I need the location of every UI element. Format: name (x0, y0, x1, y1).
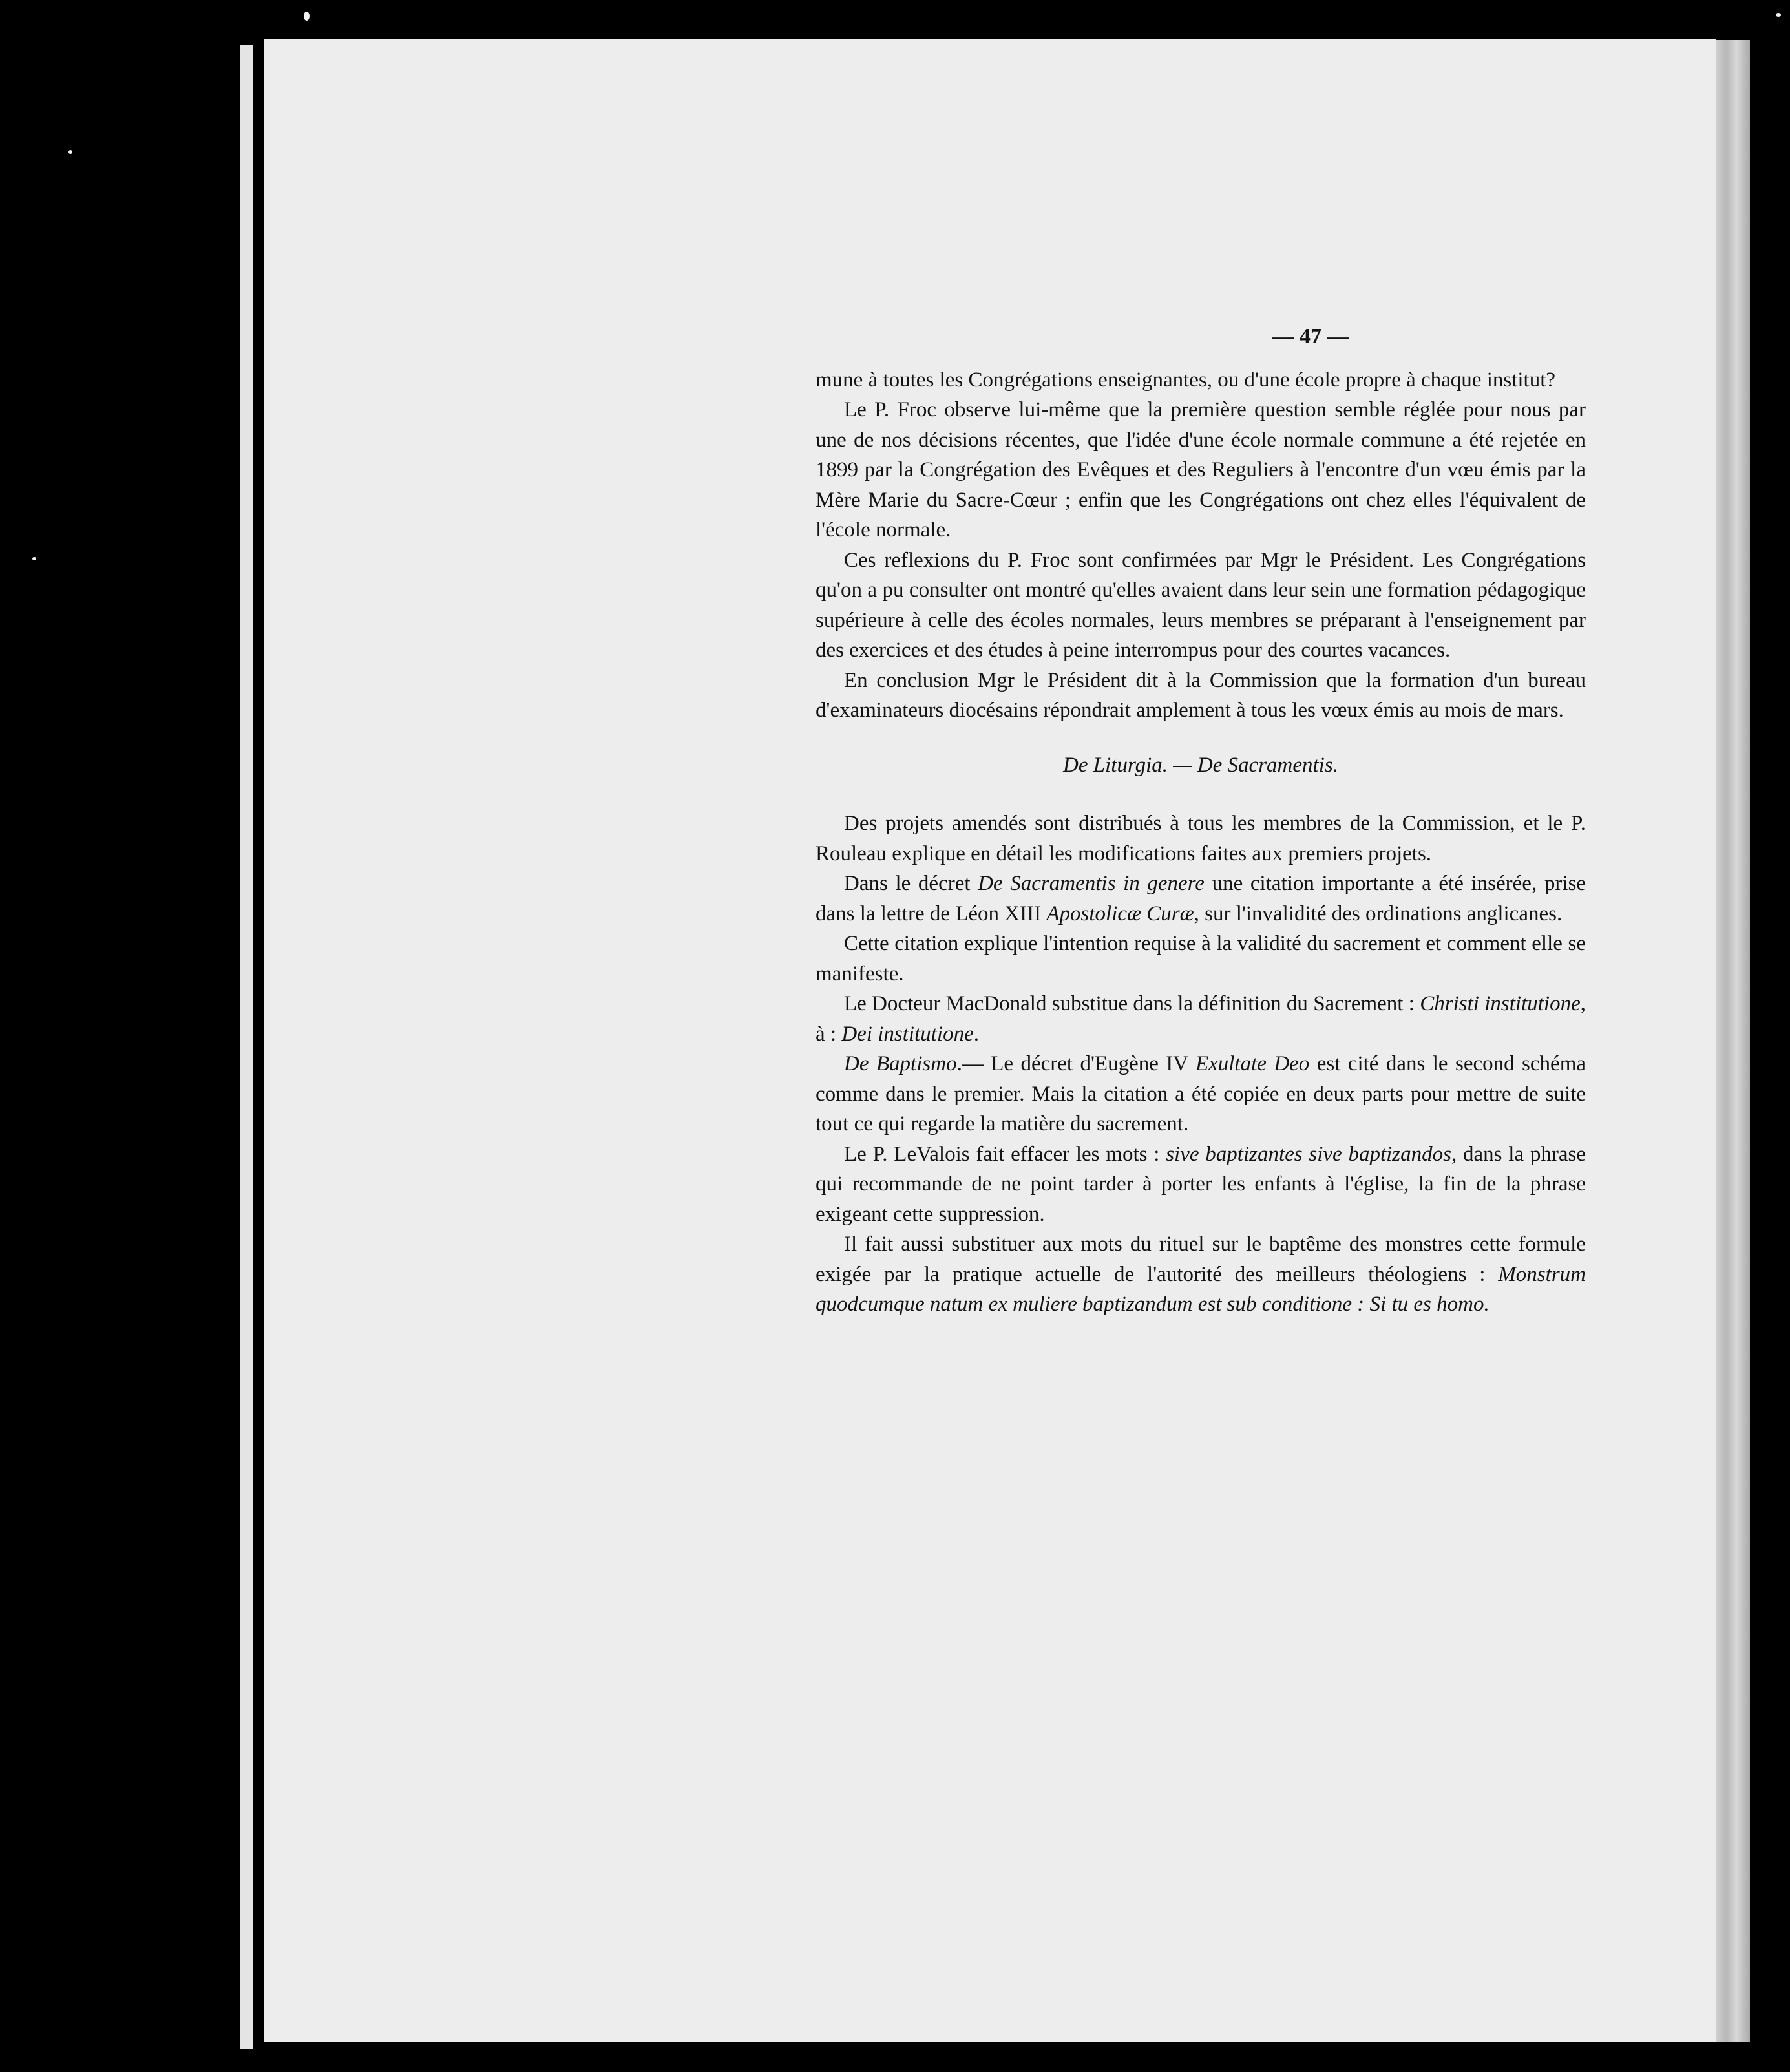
paragraph (816, 1049, 1586, 1139)
text-run: En conclusion Mgr le Président dit à la Commission que la formation d'un bureau d'examinateurs diocésains répondrait amplement à tous les vœux émis au mois de mars. (816, 668, 1586, 722)
italic-text: Exultate Deo (1195, 1052, 1310, 1075)
italic-text: Christi institutione (1420, 992, 1581, 1015)
page-text (816, 322, 1586, 1320)
paragraph (816, 395, 1586, 545)
body-paragraphs-after (816, 809, 1586, 1320)
text-run: une citation importante a été insérée, prise dans la lettre de Léon XIII (816, 872, 1586, 925)
text-run: est cité dans le second schéma comme dans le premier. Mais la citation a été copiée en deux parts pour mettre de suite tout ce qui regarde la matière du sacrement. (816, 1052, 1586, 1136)
scan-speck (68, 150, 72, 154)
paragraph (816, 1229, 1586, 1320)
text-run: Ces reflexions du P. Froc sont confirmées par Mgr le Président. Les Congrégations qu'on a pu consulter ont montré qu'elles avaient dans leur sein une formation pédagogique supérieure à celle des écoles normales, leurs membres se préparant à l'enseignement par des exercices et des études à peine interrompus pour des courtes vacances. (816, 548, 1586, 662)
adjacent-page-edge (240, 45, 253, 2049)
italic-text: Dei institutione (841, 1022, 974, 1046)
italic-text: De Baptismo (844, 1052, 957, 1075)
text-run: Le P. Froc observe lui-même que la première question semble réglée pour nous par une de nos décisions récentes, que l'idée d'une école normale commune a été rejetée en 1899 par la Congrégation des Evêques et des Reguliers à l'encontre d'un vœu émis par la Mère Marie du Sacre-Cœur ; enfin que les Congrégations ont chez elles l'équivalent de l'école normale. (816, 398, 1586, 542)
paragraph (816, 666, 1586, 726)
text-run: Dans le décret (844, 872, 978, 895)
text-run: .— Le décret d'Eugène IV (956, 1052, 1195, 1075)
italic-text: sive baptizantes sive baptizandos (1166, 1142, 1451, 1166)
text-run: Le Docteur MacDonald substitue dans la définition du Sacrement : (844, 992, 1420, 1015)
text-run: Il fait aussi substituer aux mots du rituel sur le baptême des monstres cette formule exigée par la pratique actuelle de l'autorité des meilleurs théologiens : (816, 1232, 1586, 1286)
paragraph (816, 989, 1586, 1049)
scan-speck (32, 557, 36, 560)
paragraph (816, 869, 1586, 929)
section-heading: De Liturgia. — De Sacramentis. (1063, 753, 1338, 777)
paragraph (816, 929, 1586, 989)
text-run: mune à toutes les Congrégations enseignantes, ou d'une école propre à chaque institut? (816, 368, 1556, 392)
text-run: , sur l'invalidité des ordinations anglicanes. (1194, 902, 1563, 925)
paragraph (816, 809, 1586, 869)
italic-text: De Sacramentis in genere (978, 872, 1205, 895)
scan-speck (1776, 13, 1781, 17)
text-run: , dans la phrase qui recommande de ne point tarder à porter les enfants à l'église, la fin de la phrase exigeant cette suppression. (816, 1142, 1586, 1226)
page-number: — 47 — (1272, 324, 1349, 348)
paragraph (816, 365, 1586, 396)
paragraph (816, 545, 1586, 666)
scan-speck (304, 12, 310, 21)
italic-text: Apostolicæ Curæ (1046, 902, 1194, 925)
text-run: , à : (816, 992, 1586, 1046)
text-run: Cette citation explique l'intention requise à la validité du sacrement et comment elle se manifeste. (816, 932, 1586, 986)
page-fore-edge (1716, 40, 1750, 2042)
italic-text: Monstrum quodcumque natum ex muliere baptizandum est sub conditione : Si tu es homo. (816, 1262, 1586, 1316)
paragraph (816, 1139, 1586, 1230)
text-run: . (973, 1022, 979, 1046)
text-run: Le P. LeValois fait effacer les mots : (844, 1142, 1166, 1166)
body-paragraphs-before (816, 365, 1586, 726)
text-run: Des projets amendés sont distribués à tous les membres de la Commission, et le P. Rouleau explique en détail les modifications faites aux premiers projets. (816, 812, 1586, 865)
